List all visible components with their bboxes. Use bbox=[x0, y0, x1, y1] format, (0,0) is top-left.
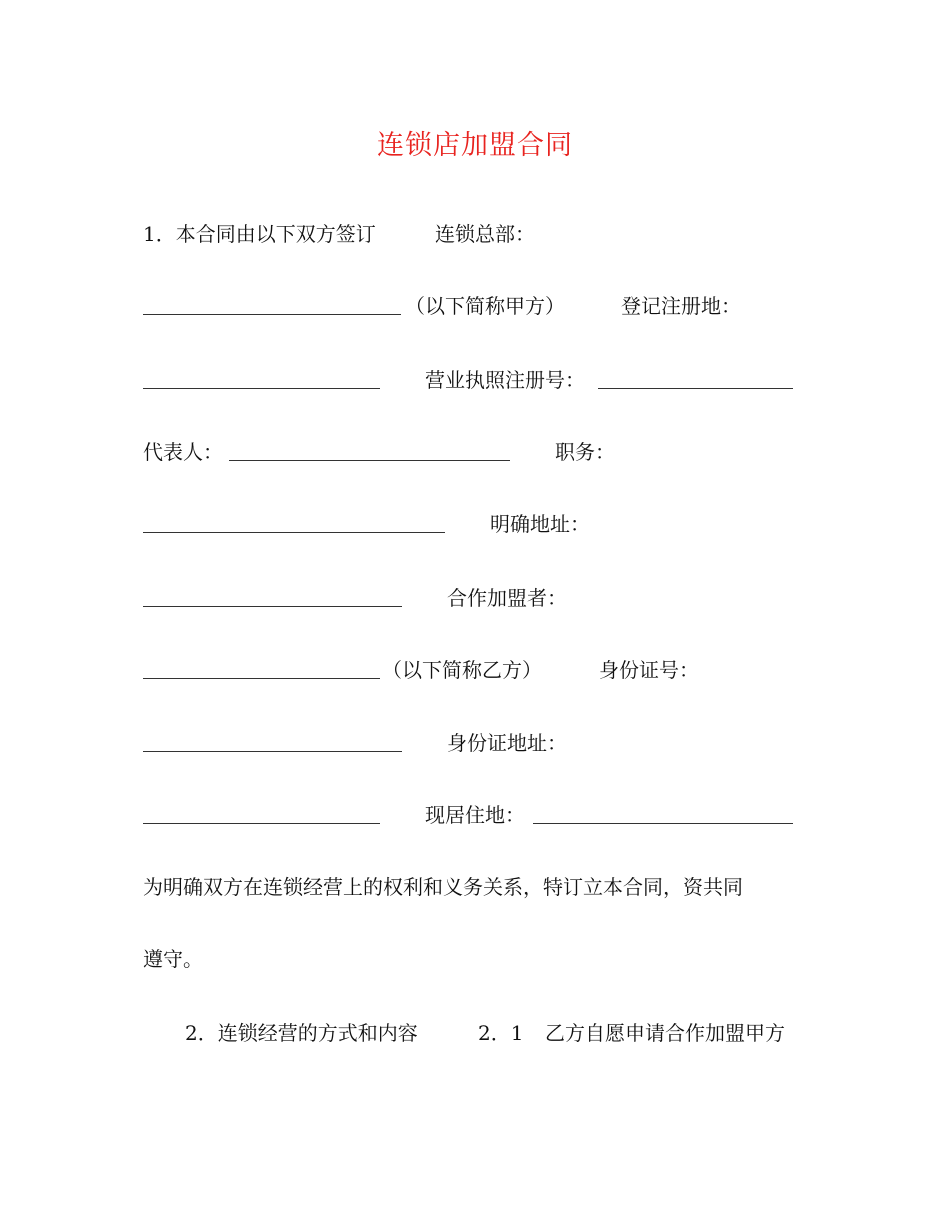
franchisee-label: 合作加盟者： bbox=[447, 586, 567, 610]
clause-2-1-text: 乙方自愿申请合作加盟甲方 bbox=[545, 1021, 785, 1045]
franchisee-name-blank[interactable] bbox=[143, 649, 380, 679]
address-label: 明确地址： bbox=[490, 512, 590, 536]
chain-hq-name-blank[interactable] bbox=[143, 285, 401, 315]
address-blank[interactable] bbox=[143, 577, 402, 607]
residence-label: 现居住地： bbox=[425, 803, 525, 827]
representative-blank[interactable] bbox=[229, 431, 510, 461]
document-title: 连锁店加盟合同 bbox=[377, 130, 573, 161]
party-b-abbrev: （以下简称乙方） bbox=[382, 658, 542, 682]
chain-hq-label: 连锁总部： bbox=[435, 222, 535, 246]
clause-2-heading: 2．连锁经营的方式和内容 bbox=[185, 1021, 418, 1045]
registered-place-label: 登记注册地： bbox=[621, 294, 741, 318]
business-license-label: 营业执照注册号： bbox=[425, 368, 585, 392]
id-number-blank[interactable] bbox=[143, 722, 402, 752]
id-number-label: 身份证号： bbox=[599, 658, 699, 682]
registered-place-blank[interactable] bbox=[143, 359, 380, 389]
position-blank[interactable] bbox=[143, 503, 445, 533]
clause-1-text: 1．本合同由以下双方签订 bbox=[143, 222, 376, 246]
position-label: 职务： bbox=[555, 440, 615, 464]
purpose-text-2: 遵守。 bbox=[143, 947, 203, 971]
residence-blank[interactable] bbox=[533, 794, 793, 824]
purpose-text-1: 为明确双方在连锁经营上的权利和义务关系，特订立本合同，资共同 bbox=[143, 875, 743, 899]
clause-2-1-number: 2．1 bbox=[478, 1021, 524, 1045]
id-address-blank[interactable] bbox=[143, 794, 380, 824]
representative-label: 代表人： bbox=[143, 440, 223, 464]
business-license-blank[interactable] bbox=[598, 359, 793, 389]
party-a-abbrev: （以下简称甲方） bbox=[405, 294, 565, 318]
id-address-label: 身份证地址： bbox=[447, 731, 567, 755]
